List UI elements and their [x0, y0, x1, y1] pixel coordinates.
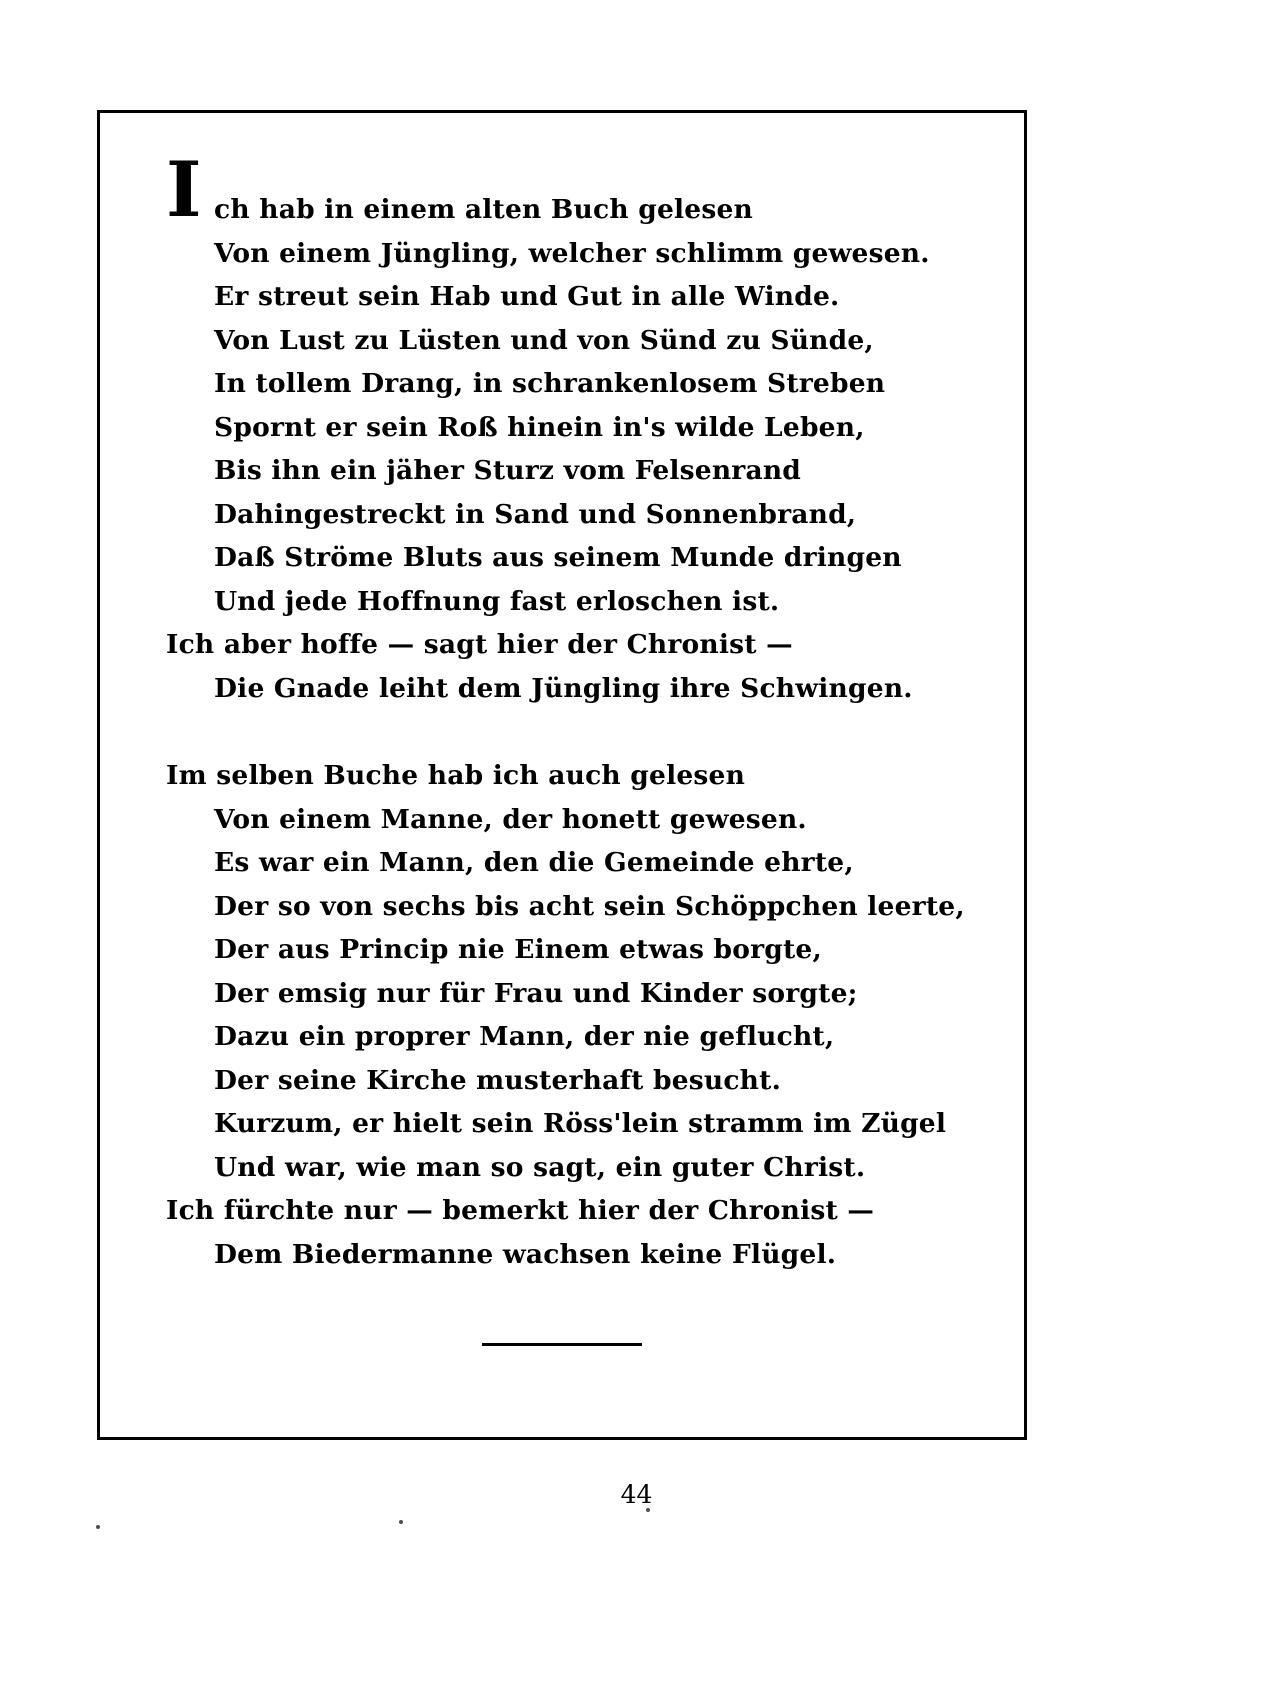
poem-line: Der emsig nur für Frau und Kinder sorgte;	[214, 977, 858, 1009]
poem-line: Es war ein Mann, den die Gemeinde ehrte,	[214, 847, 854, 878]
poem-line: Bis ihn ein jäher Sturz vom Felsenrand	[214, 455, 802, 486]
poem-line: Kurzum, er hielt sein Röss'lein stramm im Zügel	[214, 1108, 947, 1139]
poem-line: Er streut sein Hab und Gut in alle Winde.	[214, 281, 840, 312]
poem-line: In tollem Drang, in schrankenlosem Streben	[214, 368, 886, 399]
poem-stanza	[166, 754, 984, 1276]
page-border-frame	[97, 110, 1027, 1440]
poem-line-text: ch hab in einem alten Buch gelesen	[214, 194, 753, 225]
drop-cap-initial: I	[166, 145, 202, 234]
poem-line: Die Gnade leiht dem Jüngling ihre Schwingen.	[214, 672, 913, 704]
poem-line: Von einem Manne, der honett gewesen.	[214, 803, 807, 835]
scan-speck	[399, 1520, 403, 1524]
poem-line	[166, 145, 984, 234]
poem-line: Dazu ein proprer Mann, der nie geflucht,	[214, 1021, 835, 1052]
poem-line: Der so von sechs bis acht sein Schöppchen leerte,	[214, 890, 965, 922]
section-divider-rule	[482, 1343, 642, 1346]
poem-line: Spornt er sein Roß hinein in's wilde Leben,	[214, 411, 865, 443]
poem-line: Von Lust zu Lüsten und von Sünd zu Sünde,	[214, 324, 874, 356]
poem-line: Und war, wie man so sagt, ein guter Christ.	[214, 1151, 866, 1183]
page-number: 44	[620, 1480, 653, 1509]
scan-speck	[96, 1525, 100, 1529]
poem-line: Und jede Hoffnung fast erloschen ist.	[214, 585, 780, 617]
poem-line: Daß Ströme Bluts aus seinem Munde dringen	[214, 542, 902, 573]
poem-stanza	[166, 145, 984, 710]
poem-line: Im selben Buche hab ich auch gelesen	[166, 760, 746, 791]
poem-line: Der aus Princip nie Einem etwas borgte,	[214, 934, 822, 965]
poem-line: Von einem Jüngling, welcher schlimm gewesen.	[214, 237, 930, 269]
poem-body	[166, 145, 984, 1276]
poem-line: Dem Biedermanne wachsen keine Flügel.	[214, 1238, 837, 1270]
poem-line: Ich aber hoffe — sagt hier der Chronist —	[166, 629, 793, 660]
section-divider-wrap	[100, 1331, 1024, 1350]
poem-line: Dahingestreckt in Sand und Sonnenbrand,	[214, 498, 857, 530]
poem-line: Ich fürchte nur — bemerkt hier der Chronist —	[166, 1195, 875, 1226]
poem-line: Der seine Kirche musterhaft besucht.	[214, 1064, 782, 1096]
